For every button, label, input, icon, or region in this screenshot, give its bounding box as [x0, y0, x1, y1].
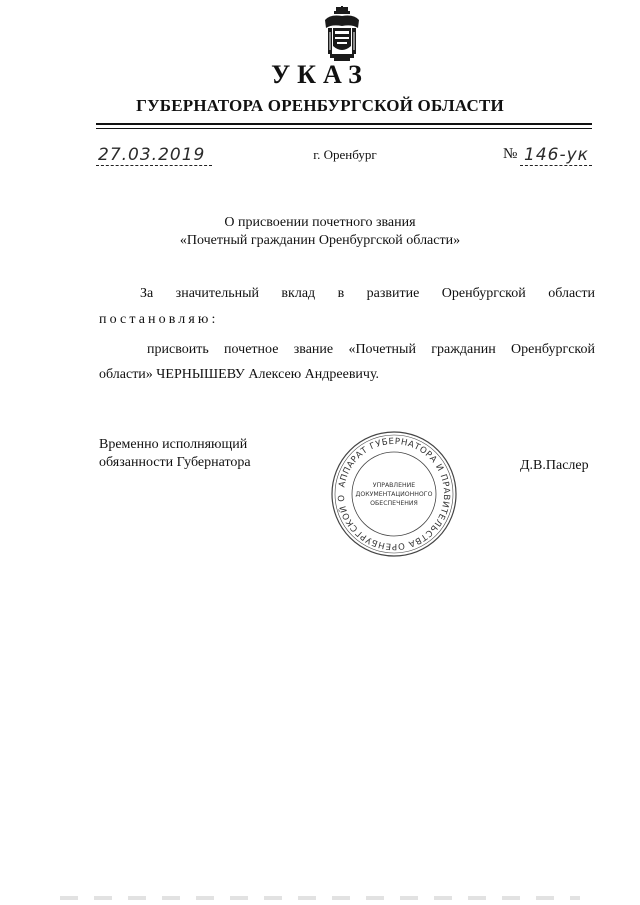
issuer-title: ГУБЕРНАТОРА ОРЕНБУРГСКОЙ ОБЛАСТИ [136, 96, 504, 115]
coat-of-arms-icon [322, 6, 362, 62]
handwritten-number: 146-ук [524, 145, 589, 165]
date-field [96, 145, 212, 169]
number-sign: № [503, 146, 518, 162]
decision-line-1: присвоить почетное звание «Почетный гражданин Оренбургской [147, 342, 595, 357]
number-field [520, 145, 592, 169]
signatory-name: Д.В.Паслер [520, 458, 589, 473]
decree-heading [0, 214, 640, 250]
signatory-position [99, 436, 251, 472]
date-underline [96, 165, 212, 166]
scan-footer-artifact [60, 896, 580, 900]
position-line-2: обязанности Губернатора [99, 455, 251, 470]
stamp-inner-line-3: ОБЕСПЕЧЕНИЯ [370, 500, 418, 507]
resolve-word: постановляю: [99, 312, 219, 327]
stamp-inner-line-2: ДОКУМЕНТАЦИОННОГО [355, 491, 433, 498]
preamble-paragraph: За значительный вклад в развитие Оренбургской области [140, 286, 595, 301]
stamp-inner-line-1: УПРАВЛЕНИЕ [372, 482, 416, 489]
document-title: УКАЗ [271, 60, 369, 89]
position-line-1: Временно исполняющий [99, 437, 248, 452]
stamp-outer-text: АППАРАТ ГУБЕРНАТОРА И ПРАВИТЕЛЬСТВА ОРЕНБУРГСКОЙ О [336, 436, 452, 552]
official-stamp [330, 430, 458, 558]
header-rule-thin [96, 128, 592, 129]
heading-line-1: О присвоении почетного звания [224, 215, 416, 230]
handwritten-date: 27.03.2019 [98, 145, 206, 165]
decision-line-2: области» ЧЕРНЫШЕВУ Алексею Андреевичу. [99, 367, 380, 382]
city-label: г. Оренбург [313, 147, 377, 162]
header-rule-thick [96, 123, 592, 125]
heading-line-2: «Почетный гражданин Оренбургской области» [179, 233, 461, 248]
number-underline [520, 165, 592, 166]
